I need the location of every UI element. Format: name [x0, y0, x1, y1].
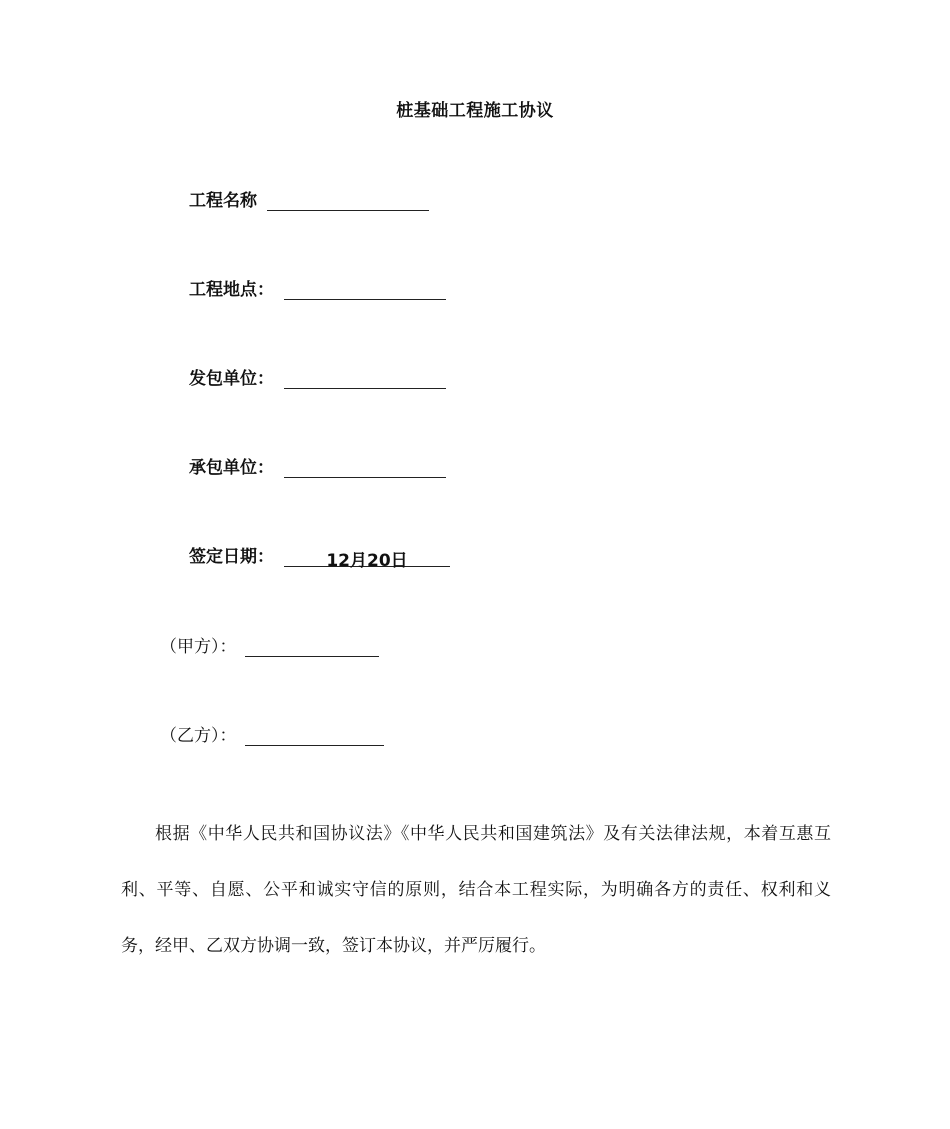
employer-blank[interactable] — [284, 368, 446, 389]
contractor-blank[interactable] — [284, 457, 446, 478]
project-name-blank[interactable] — [267, 190, 429, 211]
contractor-field — [189, 453, 446, 478]
project-name-field — [189, 186, 429, 211]
project-name-label: 工程名称 — [189, 191, 257, 211]
party-b-label: （乙方）： — [160, 726, 237, 746]
contractor-label: 承包单位： — [189, 458, 274, 478]
sign-date-value[interactable]: 12月20日 — [284, 546, 450, 567]
document-title: 桩基础工程施工协议 — [396, 101, 554, 121]
sign-date-label: 签定日期： — [189, 547, 274, 567]
employer-label: 发包单位： — [189, 369, 274, 389]
party-a-blank[interactable] — [245, 636, 379, 657]
party-b-blank[interactable] — [245, 725, 384, 746]
sign-date-field — [189, 542, 450, 571]
body-paragraph: 根据《中华人民共和国协议法》《中华人民共和国建筑法》及有关法律法规，本着互惠互利、平等、自愿、公平和诚实守信的原则，结合本工程实际，为明确各方的责任、权利和义务，经甲、乙双方协调一致，签订本协议，并严厉履行。 — [121, 824, 831, 956]
party-b-field — [160, 721, 384, 746]
project-location-field — [189, 275, 446, 300]
party-a-field — [160, 632, 379, 657]
project-location-label: 工程地点： — [189, 280, 274, 300]
employer-field — [189, 364, 446, 389]
project-location-blank[interactable] — [284, 279, 446, 300]
party-a-label: （甲方）： — [160, 637, 237, 657]
